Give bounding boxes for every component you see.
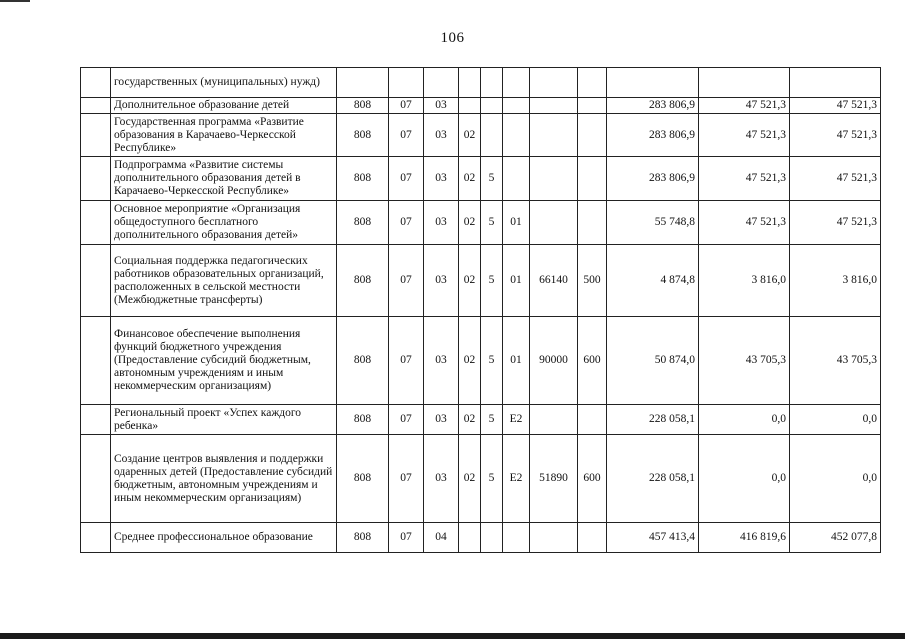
item-name-cell: Основное мероприятие «Организация общедоступного бесплатного дополнительного образования детей» bbox=[111, 201, 337, 245]
table-row bbox=[81, 245, 881, 317]
amount-year2-cell: 0,0 bbox=[699, 405, 790, 435]
direction-code-cell bbox=[530, 68, 578, 98]
amount-year1-cell: 283 806,9 bbox=[607, 114, 699, 157]
program-code-cell bbox=[459, 523, 481, 553]
program-code-cell: 02 bbox=[459, 435, 481, 523]
subprogram-code-cell bbox=[481, 114, 503, 157]
subsection-code-cell: 04 bbox=[424, 523, 459, 553]
amount-year2-cell: 0,0 bbox=[699, 435, 790, 523]
blank-cell bbox=[81, 114, 111, 157]
amount-year3-cell: 3 816,0 bbox=[790, 245, 881, 317]
section-code-cell: 07 bbox=[389, 435, 424, 523]
amount-year2-cell: 47 521,3 bbox=[699, 157, 790, 201]
subsection-code-cell: 03 bbox=[424, 201, 459, 245]
ved-code-cell bbox=[337, 68, 389, 98]
program-code-cell bbox=[459, 98, 481, 114]
expense-type-cell bbox=[578, 98, 607, 114]
table-row bbox=[81, 435, 881, 523]
amount-year2-cell: 47 521,3 bbox=[699, 114, 790, 157]
expense-type-cell bbox=[578, 157, 607, 201]
item-name-cell: Социальная поддержка педагогических работников образовательных организаций, расположенных в сельской местности (Межбюджетные трансферты) bbox=[111, 245, 337, 317]
blank-cell bbox=[81, 435, 111, 523]
ved-code-cell: 808 bbox=[337, 523, 389, 553]
item-name-cell: Региональный проект «Успех каждого ребенка» bbox=[111, 405, 337, 435]
amount-year1-cell: 283 806,9 bbox=[607, 157, 699, 201]
amount-year3-cell: 47 521,3 bbox=[790, 157, 881, 201]
program-code-cell: 02 bbox=[459, 157, 481, 201]
section-code-cell: 07 bbox=[389, 201, 424, 245]
program-code-cell: 02 bbox=[459, 317, 481, 405]
section-code-cell: 07 bbox=[389, 157, 424, 201]
item-name-cell: Дополнительное образование детей bbox=[111, 98, 337, 114]
page-number: 106 bbox=[440, 30, 465, 46]
direction-code-cell bbox=[530, 523, 578, 553]
item-name-cell: Государственная программа «Развитие образования в Карачаево-Черкесской Республике» bbox=[111, 114, 337, 157]
subsection-code-cell: 03 bbox=[424, 317, 459, 405]
direction-code-cell: 90000 bbox=[530, 317, 578, 405]
amount-year1-cell: 55 748,8 bbox=[607, 201, 699, 245]
ved-code-cell: 808 bbox=[337, 98, 389, 114]
expense-type-cell: 600 bbox=[578, 317, 607, 405]
subsection-code-cell bbox=[424, 68, 459, 98]
expense-type-cell bbox=[578, 405, 607, 435]
blank-cell bbox=[81, 157, 111, 201]
event-code-cell bbox=[503, 523, 530, 553]
item-name-cell: Создание центров выявления и поддержки одаренных детей (Предоставление субсидий бюджетным, автономным учреждениям и иным некоммерческим организациям) bbox=[111, 435, 337, 523]
amount-year3-cell: 0,0 bbox=[790, 405, 881, 435]
subprogram-code-cell bbox=[481, 523, 503, 553]
event-code-cell: 01 bbox=[503, 317, 530, 405]
subprogram-code-cell: 5 bbox=[481, 201, 503, 245]
program-code-cell: 02 bbox=[459, 405, 481, 435]
amount-year3-cell: 43 705,3 bbox=[790, 317, 881, 405]
bottom-scan-edge bbox=[0, 633, 905, 639]
ved-code-cell: 808 bbox=[337, 317, 389, 405]
event-code-cell bbox=[503, 114, 530, 157]
direction-code-cell bbox=[530, 157, 578, 201]
subprogram-code-cell bbox=[481, 98, 503, 114]
table-row bbox=[81, 201, 881, 245]
amount-year3-cell: 47 521,3 bbox=[790, 201, 881, 245]
direction-code-cell bbox=[530, 201, 578, 245]
amount-year2-cell bbox=[699, 68, 790, 98]
event-code-cell bbox=[503, 157, 530, 201]
direction-code-cell: 51890 bbox=[530, 435, 578, 523]
direction-code-cell bbox=[530, 114, 578, 157]
subsection-code-cell: 03 bbox=[424, 157, 459, 201]
subsection-code-cell: 03 bbox=[424, 405, 459, 435]
event-code-cell: 01 bbox=[503, 201, 530, 245]
ved-code-cell: 808 bbox=[337, 405, 389, 435]
item-name-cell: Подпрограмма «Развитие системы дополнительного образования детей в Карачаево-Черкесской Республике» bbox=[111, 157, 337, 201]
expense-type-cell: 500 bbox=[578, 245, 607, 317]
expense-type-cell: 600 bbox=[578, 435, 607, 523]
ved-code-cell: 808 bbox=[337, 157, 389, 201]
item-name-cell: Финансовое обеспечение выполнения функций бюджетного учреждения (Предоставление субсидий бюджетным, автономным учреждениям и иным некоммерческим организациям) bbox=[111, 317, 337, 405]
subprogram-code-cell: 5 bbox=[481, 157, 503, 201]
subprogram-code-cell bbox=[481, 68, 503, 98]
blank-cell bbox=[81, 201, 111, 245]
amount-year3-cell: 47 521,3 bbox=[790, 114, 881, 157]
amount-year2-cell: 47 521,3 bbox=[699, 201, 790, 245]
section-code-cell: 07 bbox=[389, 98, 424, 114]
event-code-cell: 01 bbox=[503, 245, 530, 317]
amount-year1-cell: 228 058,1 bbox=[607, 435, 699, 523]
amount-year1-cell: 4 874,8 bbox=[607, 245, 699, 317]
amount-year1-cell: 228 058,1 bbox=[607, 405, 699, 435]
expense-type-cell bbox=[578, 201, 607, 245]
amount-year3-cell bbox=[790, 68, 881, 98]
subsection-code-cell: 03 bbox=[424, 245, 459, 317]
subprogram-code-cell: 5 bbox=[481, 245, 503, 317]
table-row bbox=[81, 68, 881, 98]
event-code-cell: E2 bbox=[503, 435, 530, 523]
subprogram-code-cell: 5 bbox=[481, 317, 503, 405]
blank-cell bbox=[81, 98, 111, 114]
amount-year2-cell: 43 705,3 bbox=[699, 317, 790, 405]
blank-cell bbox=[81, 68, 111, 98]
section-code-cell bbox=[389, 68, 424, 98]
budget-table bbox=[80, 67, 881, 553]
ved-code-cell: 808 bbox=[337, 201, 389, 245]
blank-cell bbox=[81, 523, 111, 553]
event-code-cell: E2 bbox=[503, 405, 530, 435]
program-code-cell: 02 bbox=[459, 201, 481, 245]
amount-year2-cell: 416 819,6 bbox=[699, 523, 790, 553]
expense-type-cell bbox=[578, 68, 607, 98]
amount-year3-cell: 47 521,3 bbox=[790, 98, 881, 114]
section-code-cell: 07 bbox=[389, 523, 424, 553]
budget-table-body bbox=[81, 68, 881, 553]
subsection-code-cell: 03 bbox=[424, 435, 459, 523]
subprogram-code-cell: 5 bbox=[481, 435, 503, 523]
subprogram-code-cell: 5 bbox=[481, 405, 503, 435]
table-row bbox=[81, 157, 881, 201]
amount-year2-cell: 47 521,3 bbox=[699, 98, 790, 114]
expense-type-cell bbox=[578, 523, 607, 553]
ved-code-cell: 808 bbox=[337, 114, 389, 157]
program-code-cell bbox=[459, 68, 481, 98]
section-code-cell: 07 bbox=[389, 245, 424, 317]
subsection-code-cell: 03 bbox=[424, 114, 459, 157]
amount-year3-cell: 0,0 bbox=[790, 435, 881, 523]
ved-code-cell: 808 bbox=[337, 435, 389, 523]
table-row bbox=[81, 98, 881, 114]
table-row bbox=[81, 405, 881, 435]
item-name-cell: Среднее профессиональное образование bbox=[111, 523, 337, 553]
amount-year1-cell: 457 413,4 bbox=[607, 523, 699, 553]
event-code-cell bbox=[503, 68, 530, 98]
top-edge-rule bbox=[0, 0, 30, 2]
subsection-code-cell: 03 bbox=[424, 98, 459, 114]
table-row bbox=[81, 114, 881, 157]
amount-year2-cell: 3 816,0 bbox=[699, 245, 790, 317]
section-code-cell: 07 bbox=[389, 114, 424, 157]
direction-code-cell bbox=[530, 405, 578, 435]
amount-year3-cell: 452 077,8 bbox=[790, 523, 881, 553]
expense-type-cell bbox=[578, 114, 607, 157]
section-code-cell: 07 bbox=[389, 317, 424, 405]
program-code-cell: 02 bbox=[459, 114, 481, 157]
table-row bbox=[81, 317, 881, 405]
section-code-cell: 07 bbox=[389, 405, 424, 435]
blank-cell bbox=[81, 317, 111, 405]
program-code-cell: 02 bbox=[459, 245, 481, 317]
blank-cell bbox=[81, 405, 111, 435]
amount-year1-cell: 50 874,0 bbox=[607, 317, 699, 405]
direction-code-cell bbox=[530, 98, 578, 114]
amount-year1-cell: 283 806,9 bbox=[607, 98, 699, 114]
item-name-cell: государственных (муниципальных) нужд) bbox=[111, 68, 337, 98]
table-row bbox=[81, 523, 881, 553]
amount-year1-cell bbox=[607, 68, 699, 98]
event-code-cell bbox=[503, 98, 530, 114]
ved-code-cell: 808 bbox=[337, 245, 389, 317]
direction-code-cell: 66140 bbox=[530, 245, 578, 317]
blank-cell bbox=[81, 245, 111, 317]
